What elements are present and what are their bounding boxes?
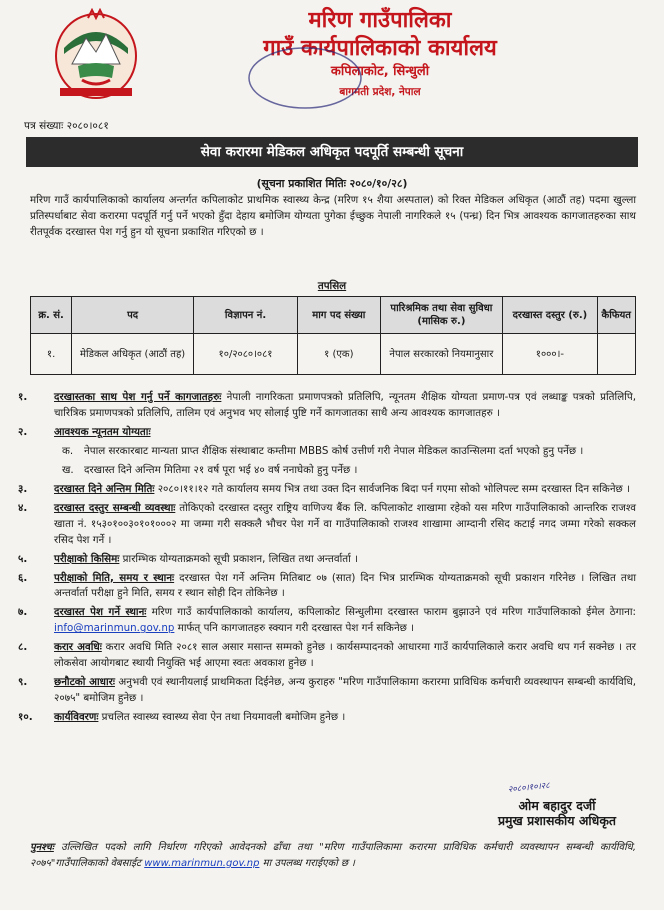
postscript-text: उल्लिखित पदको लागि निर्धारण गरिएको आवेदनको ढाँचा तथा "मरिण गाउँपालिकामा करारमा प्राविधिक कर्मचारी व्यवस्थापन सम्बन्धी कार्यविधि, २०७५"गाउँपालिकाको वेबसाईट xyxy=(30,842,636,869)
clause-label: परीक्षाको किसिमः xyxy=(54,552,120,565)
nepal-emblem-icon xyxy=(52,8,140,100)
clause-list xyxy=(18,390,636,729)
clause-submission-place xyxy=(18,605,636,637)
clause-selection-basis xyxy=(18,675,636,707)
col-quota: माग पद संख्या xyxy=(298,297,380,334)
clause-exam-schedule xyxy=(18,571,636,603)
postscript xyxy=(30,840,636,872)
website-link[interactable]: www.marinmun.gov.np xyxy=(144,858,260,869)
clause-number: ७. xyxy=(18,606,28,619)
qualification-item xyxy=(62,444,636,460)
clause-number: २. xyxy=(18,425,28,438)
clause-label: करार अवधिः xyxy=(54,641,102,654)
clause-text: तोकिएको दरखास्त दस्तुर राष्ट्रिय वाणिज्य बैंक लि. कपिलाकोट शाखामा रहेको यस मरिण गाउँपालिकाको आन्तरिक राजश्व खाता नं. १५३०१००३०१०१०००२ मा जम्मा गरी सक्कलै भौचर पेश गर्ने वा गाउँपालिकाको राजश्व शाखामा आम्दानी रसिद कटाई नगद जम्मा गरेको सक्कल रसिद पेश गर्ने । xyxy=(54,501,636,546)
signatory-title: प्रमुख प्रशासकीय अधिकृत xyxy=(497,813,617,828)
qualification-number: ख. xyxy=(62,463,74,476)
clause-number: ८. xyxy=(18,641,28,654)
office-province: बागमती प्रदेश, नेपाल xyxy=(339,86,421,98)
clause-label: परीक्षाको मिति, समय र स्थानः xyxy=(54,571,175,584)
signature-date: २०८०।१०।२८ xyxy=(507,780,551,796)
clause-job-description xyxy=(18,710,636,726)
office-location: कपिलाकोट, सिन्धुली xyxy=(330,64,430,79)
clause-number: ९. xyxy=(18,676,28,689)
cell-remarks xyxy=(597,334,635,375)
clause-label: छनौटको आधारः xyxy=(54,676,115,689)
qualification-item xyxy=(62,463,636,479)
clause-label: कार्यविवरणः xyxy=(54,711,99,724)
clause-contract-period xyxy=(18,640,636,672)
col-advertisement-no: विज्ञापन नं. xyxy=(194,297,298,334)
clause-documents xyxy=(18,390,636,422)
clause-text: मरिण गाउँ कार्यपालिकाको कार्यालय, कपिलाकोट सिन्धुलीमा दरखास्त फाराम बुझाउने एवं मरिण गाउँपालिकाको ईमेल ठेगाना: xyxy=(146,606,636,619)
clause-deadline xyxy=(18,482,636,498)
qualification-text: दरखास्त दिने अन्तिम मितिमा २१ वर्ष पूरा भई ४० वर्ष ननाघेको हुनु पर्नेछ । xyxy=(84,463,358,476)
cell-quota: १ (एक) xyxy=(298,334,380,375)
clause-label: दरखास्त दिने अन्तिम मितिः xyxy=(54,482,155,495)
clause-text: प्रारम्भिक योग्यताक्रमको सूची प्रकाशन, लिखित तथा अन्तर्वार्ता । xyxy=(119,552,358,565)
clause-text: नेपाली नागरिकता प्रमाणपत्रको प्रतिलिपि, न्यूनतम शैक्षिक योग्यता प्रमाण-पत्र एवं लब्धाङ्क पत्रको प्रतिलिपि, चारित्रिक प्रमाणपत्रको प्रतिलिपि, तालिम एवं अनुभव भए सोलाई पुष्टि गर्ने कागजातका साथै अन्य आवश्यक कागजातहरु । xyxy=(54,391,636,419)
clause-label: आवश्यक न्यूनतम योग्यताः xyxy=(54,425,151,438)
intro-paragraph: मरिण गाउँ कार्यपालिकाको कार्यालय अन्तर्गत कपिलाकोट प्राथमिक स्वास्थ्य केन्द्र (मरिण १५ शैया अस्पताल) को रिक्त मेडिकल अधिकृत (आठौं तह) पदमा खुल्ला प्रतिस्पर्धाबाट सेवा करारमा पदपूर्ति गर्नु पर्ने भएको हुँदा देहाय बमोजिम योग्यता पुगेका ईच्छुक नेपाली नागरिकले १५ (पन्ध्र) दिन भित्र आवश्यक कागजातहरुका साथ रीतपूर्वक दरखास्त पेश गर्नु हुन यो सूचना प्रकाशित गरिएको छ । xyxy=(30,194,636,238)
office-stamp-icon xyxy=(245,42,365,112)
clause-label: दरखास्त दस्तुर सम्बन्धी व्यवस्थाः xyxy=(54,501,176,514)
schedule-heading: तपसिल xyxy=(317,280,347,292)
letterhead xyxy=(0,0,664,112)
qualification-text: नेपाल सरकारबाट मान्यता प्राप्त शैक्षिक संस्थाबाट कम्तीमा MBBS कोर्ष उत्तीर्ण गरी नेपाल मेडिकल काउन्सिलमा दर्ता भएको हुनु पर्नेछ । xyxy=(84,444,584,457)
publish-date: (सूचना प्रकाशित मितिः २०८०/१०/२८) xyxy=(256,177,408,190)
clause-qualification xyxy=(18,425,636,441)
col-fee: दरखास्त दस्तुर (रु.) xyxy=(503,297,597,334)
signature-icon xyxy=(462,782,652,798)
position-table xyxy=(30,296,636,375)
cell-position: मेडिकल अधिकृत (आठौं तह) xyxy=(72,334,194,375)
table-header-row xyxy=(31,297,636,334)
cell-fee: १०००।- xyxy=(503,334,597,375)
cell-advertisement-no: १०/२०८०।०८१ xyxy=(194,334,298,375)
postscript-text-after: मा उपलब्ध गराईएको छ । xyxy=(259,858,355,869)
clause-text: दरखास्त पेश गर्ने अन्तिम मितिबाट ०७ (सात) दिन भित्र प्रारम्भिक योग्यताक्रमको सूची प्रकाशन गरिनेछ । लिखित तथा अन्तर्वार्ता परीक्षा हुने मिति, समय र स्थान सोही दिन तोकिनेछ । xyxy=(54,571,637,600)
col-serial: क्र. सं. xyxy=(31,297,72,334)
col-remarks: कैफियत xyxy=(597,297,635,334)
clause-label: दरखास्तका साथ पेश गर्नु पर्ने कागजातहरुः xyxy=(54,391,222,403)
clause-number: ६. xyxy=(18,571,28,584)
email-link[interactable]: info@marinmun.gov.np xyxy=(54,622,175,635)
clause-number: १. xyxy=(18,391,28,403)
col-salary: पारिश्रमिक तथा सेवा सुविधा (मासिक रु.) xyxy=(380,297,503,334)
signature-block xyxy=(462,782,652,828)
table-row xyxy=(31,334,636,375)
office-name: गाउँ कार्यपालिकाको कार्यालय xyxy=(263,36,497,61)
col-position: पद xyxy=(72,297,194,334)
clause-number: ५. xyxy=(18,552,28,565)
clause-number: ३. xyxy=(18,482,28,495)
notice-title-banner: सेवा करारमा मेडिकल अधिकृत पदपूर्ति सम्बन्धी सूचना xyxy=(26,137,638,167)
postscript-label: पुनश्चः xyxy=(30,842,54,853)
clause-text: अनुभवी एवं स्थानीयलाई प्राथमिकता दिईनेछ, अन्य कुराहरु "मरिण गाउँपालिकामा करारमा प्राविधिक कर्मचारी व्यवस्थापन सम्बन्धी कार्यविधि, २०७५" बमोजिम हुनेछ । xyxy=(54,676,637,705)
cell-salary: नेपाल सरकारको नियमानुसार xyxy=(380,334,503,375)
clause-text: करार अवधि मिति २०८१ साल असार मसान्त सम्मको हुनेछ । कार्यसम्पादनको आधारमा गाउँ कार्यपालिकाले करार अवधि थप गर्न सक्नेछ । तर लोकसेवा आयोगबाट स्थायी नियुक्ति भई आएमा स्वतः अवकाश हुनेछ । xyxy=(54,641,636,670)
cell-serial: १. xyxy=(31,334,72,375)
qualification-number: क. xyxy=(62,444,74,457)
clause-label: दरखास्त पेश गर्ने स्थानः xyxy=(54,606,147,619)
clause-text: प्रचलित स्वास्थ्य स्वास्थ्य सेवा ऐन तथा नियमावली बमोजिम हुनेछ । xyxy=(98,711,346,724)
reference-number: पत्र संख्याः २०८०।०८१ xyxy=(24,120,109,132)
clause-fee xyxy=(18,501,636,549)
clause-number: ४. xyxy=(18,501,28,514)
signatory-name: ओम बहादुर दर्जी xyxy=(518,798,596,813)
clause-number: १०. xyxy=(18,711,33,724)
clause-text: २०८०।११।१२ गते कार्यालय समय भित्र तथा उक्त दिन सार्वजनिक बिदा पर्न गएमा सोको भोलिपल्ट सम्म दरखास्त दिन सकिनेछ । xyxy=(154,482,630,495)
clause-exam-type xyxy=(18,552,636,568)
municipality-name: मरिण गाउँपालिका xyxy=(308,8,452,33)
clause-text-after: मार्फत् पनि कागजातहरु स्क्यान गरी दरखास्त पेश गर्न सकिनेछ । xyxy=(174,622,415,635)
